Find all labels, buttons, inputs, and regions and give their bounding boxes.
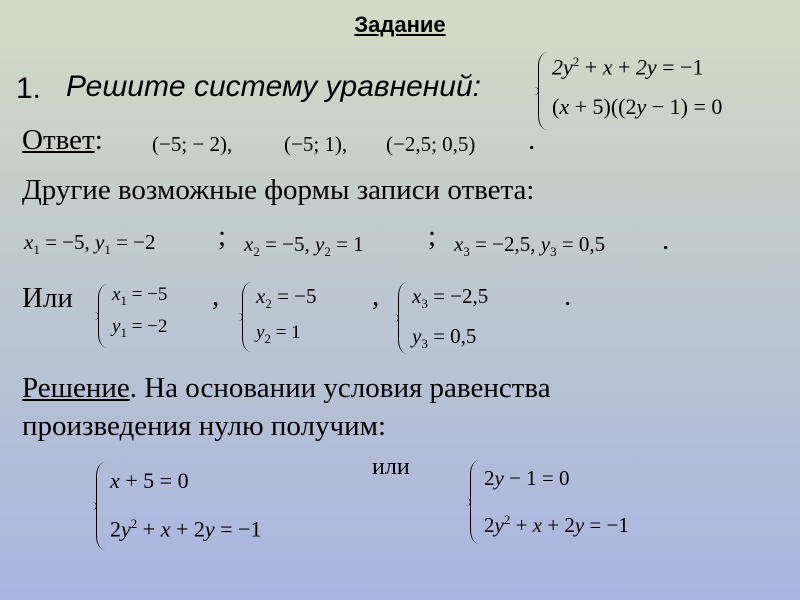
left-brace [538,52,549,130]
left-brace [96,462,107,550]
solution-system-2-eq-2: $2y^2 + x + 2y = -1$ [484,512,629,537]
inline-sep-3: . [662,224,670,256]
system-sep-3: . [564,280,572,312]
other-forms-label: Другие возможные формы записи ответа: [22,174,535,206]
solution-text-1: . На основании условия равенства [129,372,551,404]
left-brace [98,284,109,348]
task-equation-2: (x + 5)((2y − 1) = 0 [552,94,723,119]
task-number: 1. [16,72,42,105]
solution-label: Решение [22,372,130,404]
solution-text-2: произведения нулю получим: [22,410,387,442]
system-1-y: $y_1 = -2$ [112,316,168,340]
system-1-x: $x_1 = -5$ [112,284,168,308]
answer-pair-1: (−5; − 2), [152,132,233,156]
inline-sep-2: ; [428,220,437,252]
answer-system-1 [98,284,208,348]
inline-answer-3: $x_3 = -2,5$, $y_3 = 0,5$ [454,232,606,260]
answer-colon: : [94,124,103,156]
system-sep-1: , [212,280,220,312]
solution-line-1 [22,372,551,405]
system-sep-2: , [372,280,380,312]
solution-system-1-eq-1: x + 5 = 0 [110,468,189,493]
solution-system-2 [470,460,700,544]
answer-system-2 [242,282,352,352]
system-2-y: $y_2 = 1$ [256,322,301,346]
left-brace [398,282,409,354]
left-brace [242,282,253,352]
system-3-y: $y_3 = 0,5$ [412,324,477,352]
task-system [538,52,778,130]
solution-system-1-eq-2: $2y^2 + x + 2y = -1$ [110,516,262,542]
inline-answer-2: $x_2 = -5$, $y_2 = 1$ [244,232,364,260]
answer-label-wrap [22,124,103,157]
answer-period: . [528,124,536,156]
left-brace [470,460,481,544]
inline-answer-1: $x_1 = -5$, $y_1 = -2$ [24,230,156,258]
system-2-x: $x_2 = -5$ [256,284,317,312]
solution-or: или [372,454,410,480]
answer-pair-2: (−5; 1), [284,132,348,156]
inline-sep-1: ; [218,220,227,252]
solution-system-1 [96,462,346,550]
answer-pair-3: (−2,5; 0,5) [386,132,476,156]
task-text: Решите систему уравнений: [66,70,481,103]
solution-system-2-eq-1: 2y − 1 = 0 [484,466,570,490]
answer-system-3 [398,282,528,354]
answer-label: Ответ [22,124,95,156]
system-3-x: $x_3 = -2,5$ [412,284,489,312]
slide-title: Задание [354,12,446,37]
or-label: Или [22,282,73,314]
task-equation-1: $2y^2 + x + 2y = -1$ [552,54,704,80]
